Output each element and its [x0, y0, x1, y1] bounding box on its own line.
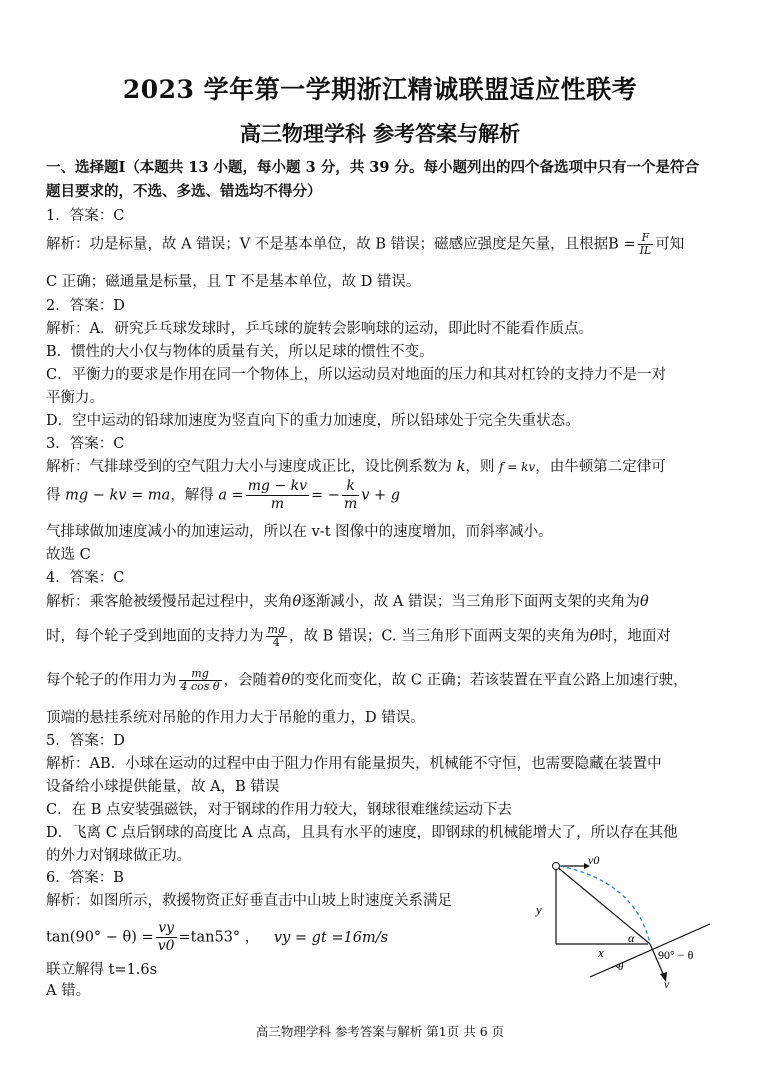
q3-f2-num: k: [342, 478, 359, 496]
q1-analysis-line2: C 正确；磁通量是标量，且 T 不是基本单位，故 D 错误。: [46, 274, 421, 290]
q6-line4: A 错。: [46, 983, 91, 999]
q1-frac-den: IL: [639, 244, 652, 257]
q6-answer: 6．答案：B: [46, 870, 124, 886]
q1-frac-num: F: [638, 232, 654, 245]
page-subtitle: 高三物理学科 参考答案与解析: [239, 121, 521, 146]
q4-fb-num: mg: [179, 668, 222, 681]
q4-line2: [46, 624, 718, 649]
projectile-diagram: [528, 852, 718, 992]
q4-answer: 4．答案：C: [46, 570, 125, 586]
q4-line4: 顶端的悬挂系统对吊舱的作用力大于吊舱的重力，D 错误。: [46, 710, 425, 726]
q3-equation-a: a =: [218, 487, 244, 504]
q2-answer: 2．答案：D: [46, 298, 125, 314]
q3-answer: 3．答案：C: [46, 436, 125, 452]
q4-fa-den: 4: [272, 636, 280, 649]
q4-text-b: 逐渐减小，故 A 错误；当三角形下面两支架的夹角为: [301, 594, 640, 610]
q3-equation-newton: mg − kv = ma: [65, 487, 171, 504]
diagram-label-v0: v0: [588, 853, 600, 867]
q3-tail: v + g: [361, 487, 401, 504]
q1-fraction: [638, 232, 654, 257]
q3-formula-f: f = kv: [499, 460, 536, 474]
q1-analysis-text-a: 解析：功是标量，故 A 错误；V 不是基本单位，故 B 错误；磁感应强度是矢量，且根据B =: [46, 236, 636, 253]
q4-text-d: ，故 B 错误；C. 当三角形下面两支架的夹角为: [288, 628, 590, 645]
q4-theta-1: θ: [292, 594, 302, 610]
q4-fb-den: 4 cos θ: [180, 680, 220, 693]
diagram-displacement-line: [556, 866, 650, 944]
q6-line3: 联立解得 t=1.6s: [46, 962, 158, 978]
q6-equation-line: [46, 920, 486, 955]
q3-line3: 气排球做加速度减小的加速运动，所以在 v-t 图像中的速度增加，而斜率减小。: [46, 524, 553, 540]
q4-text-g: ，会随着: [223, 672, 282, 689]
q6-fraction: [156, 920, 177, 955]
q5-line5: 的外力对钢球做正功。: [46, 848, 191, 864]
diagram-ball: [553, 863, 560, 870]
q3-line1: [46, 455, 718, 476]
q2-line2: B．惯性的大小仅与物体的质量有关，所以足球的惯性不变。: [46, 344, 434, 360]
q6-eq-mid: =tan53° ，: [178, 929, 260, 946]
q2-line3: C．平衡力的要求是作用在同一个物体上，所以运动员对地面的压力和其对杠铃的支持力不是一对: [46, 367, 667, 383]
q3-minus: = −: [311, 487, 340, 504]
q4-line1: [46, 590, 718, 611]
q3-f1-den: m: [270, 496, 285, 512]
q1-analysis-text-b: 可知: [655, 236, 685, 253]
q2-line5: D．空中运动的铅球加速度为竖直向下的重力加速度，所以铅球处于完全失重状态。: [46, 413, 580, 429]
q3-symbol-k: k: [456, 459, 466, 475]
q3-text-c: ，则: [465, 459, 495, 475]
q6-frac-num: vy: [156, 920, 177, 938]
q4-text-c: 时，每个轮子受到地面的支持力为: [46, 628, 264, 645]
diagram-label-y: y: [536, 902, 542, 917]
q3-line2: [46, 478, 718, 513]
q5-line4: D．飞离 C 点后钢球的高度比 A 点高，且具有水平的速度，即钢球的机械能增大了，所以存在其他: [46, 825, 678, 841]
diagram-label-theta: θ: [618, 961, 624, 973]
q4-theta-2: θ: [639, 594, 649, 610]
q4-text-f: 每个轮子的作用力为: [46, 672, 177, 689]
q3-f1-num: mg − kv: [247, 478, 308, 494]
q4-theta-4: θ: [281, 672, 291, 689]
q4-line3: [46, 668, 718, 693]
q4-fraction-b: [179, 668, 222, 693]
q3-text-a: 解析：气排球受到的空气阻力大小与速度成正比，设比例系数为: [46, 459, 452, 475]
q2-line4: 平衡力。: [46, 390, 104, 406]
q5-answer: 5．答案：D: [46, 733, 125, 749]
q4-fraction-a: [266, 624, 287, 649]
q3-text-solve: ，解得: [170, 487, 214, 504]
q6-line1: 解析：如图所示，救援物资正好垂直击中山坡上时速度关系满足: [46, 893, 452, 909]
q2-line1: 解析：A．研究乒乓球发球时，乒乓球的旋转会影响球的运动，即此时不能看作质点。: [46, 321, 593, 337]
q5-line2: 设备给小球提供能量，故 A，B 错误: [46, 779, 280, 795]
q1-answer: 1．答案：C: [46, 208, 125, 224]
q3-line4: 故选 C: [46, 547, 91, 563]
diagram-label-alpha: α: [628, 931, 635, 945]
q6-eq-right: vy = gt =16m/s: [273, 929, 389, 946]
diagram-label-v: v: [664, 977, 670, 991]
diagram-label-x: x: [598, 945, 604, 960]
section-heading-line2: 题目要求的，不选、多选、错选均不得分）: [46, 183, 322, 200]
q3-fraction-1: [246, 478, 309, 513]
section-heading-line1: 一、选择题Ⅰ（本题共 13 小题，每小题 3 分，共 39 分。每小题列出的四个备选项中只有一个是符合: [46, 159, 700, 176]
diagram-label-angle: 90° − θ: [658, 948, 694, 962]
q6-frac-den: v0: [157, 938, 175, 954]
q4-theta-3: θ: [589, 628, 599, 645]
q5-line1: 解析：AB．小球在运动的过程中由于阻力作用有能量损失，机械能不守恒，也需要隐藏在装置中: [46, 756, 662, 772]
q5-line3: C．在 B 点安装强磁铁，对于钢球的作用力较大，钢球很难继续运动下去: [46, 802, 512, 818]
q3-f2-den: m: [343, 496, 358, 512]
q6-eq-left: tan(90° − θ) =: [46, 929, 154, 946]
q1-analysis-line1: [46, 232, 718, 257]
q3-text-e: ，由牛顿第二定律可: [535, 459, 666, 475]
page-title: 2023 学年第一学期浙江精诚联盟适应性联考: [122, 75, 638, 104]
q3-text-de: 得: [46, 487, 61, 504]
page-footer: 高三物理学科 参考答案与解析 第1页 共 6 页: [255, 1024, 505, 1039]
q4-text-e: 时，地面对: [598, 628, 671, 645]
q3-fraction-2: [342, 478, 359, 513]
q4-text-h: 的变化而变化，故 C 正确；若该装置在平直公路上加速行驶，: [290, 672, 688, 689]
q4-fa-num: mg: [267, 623, 285, 636]
q4-text-a: 解析：乘客舱被缓慢吊起过程中，夹角: [46, 594, 293, 610]
